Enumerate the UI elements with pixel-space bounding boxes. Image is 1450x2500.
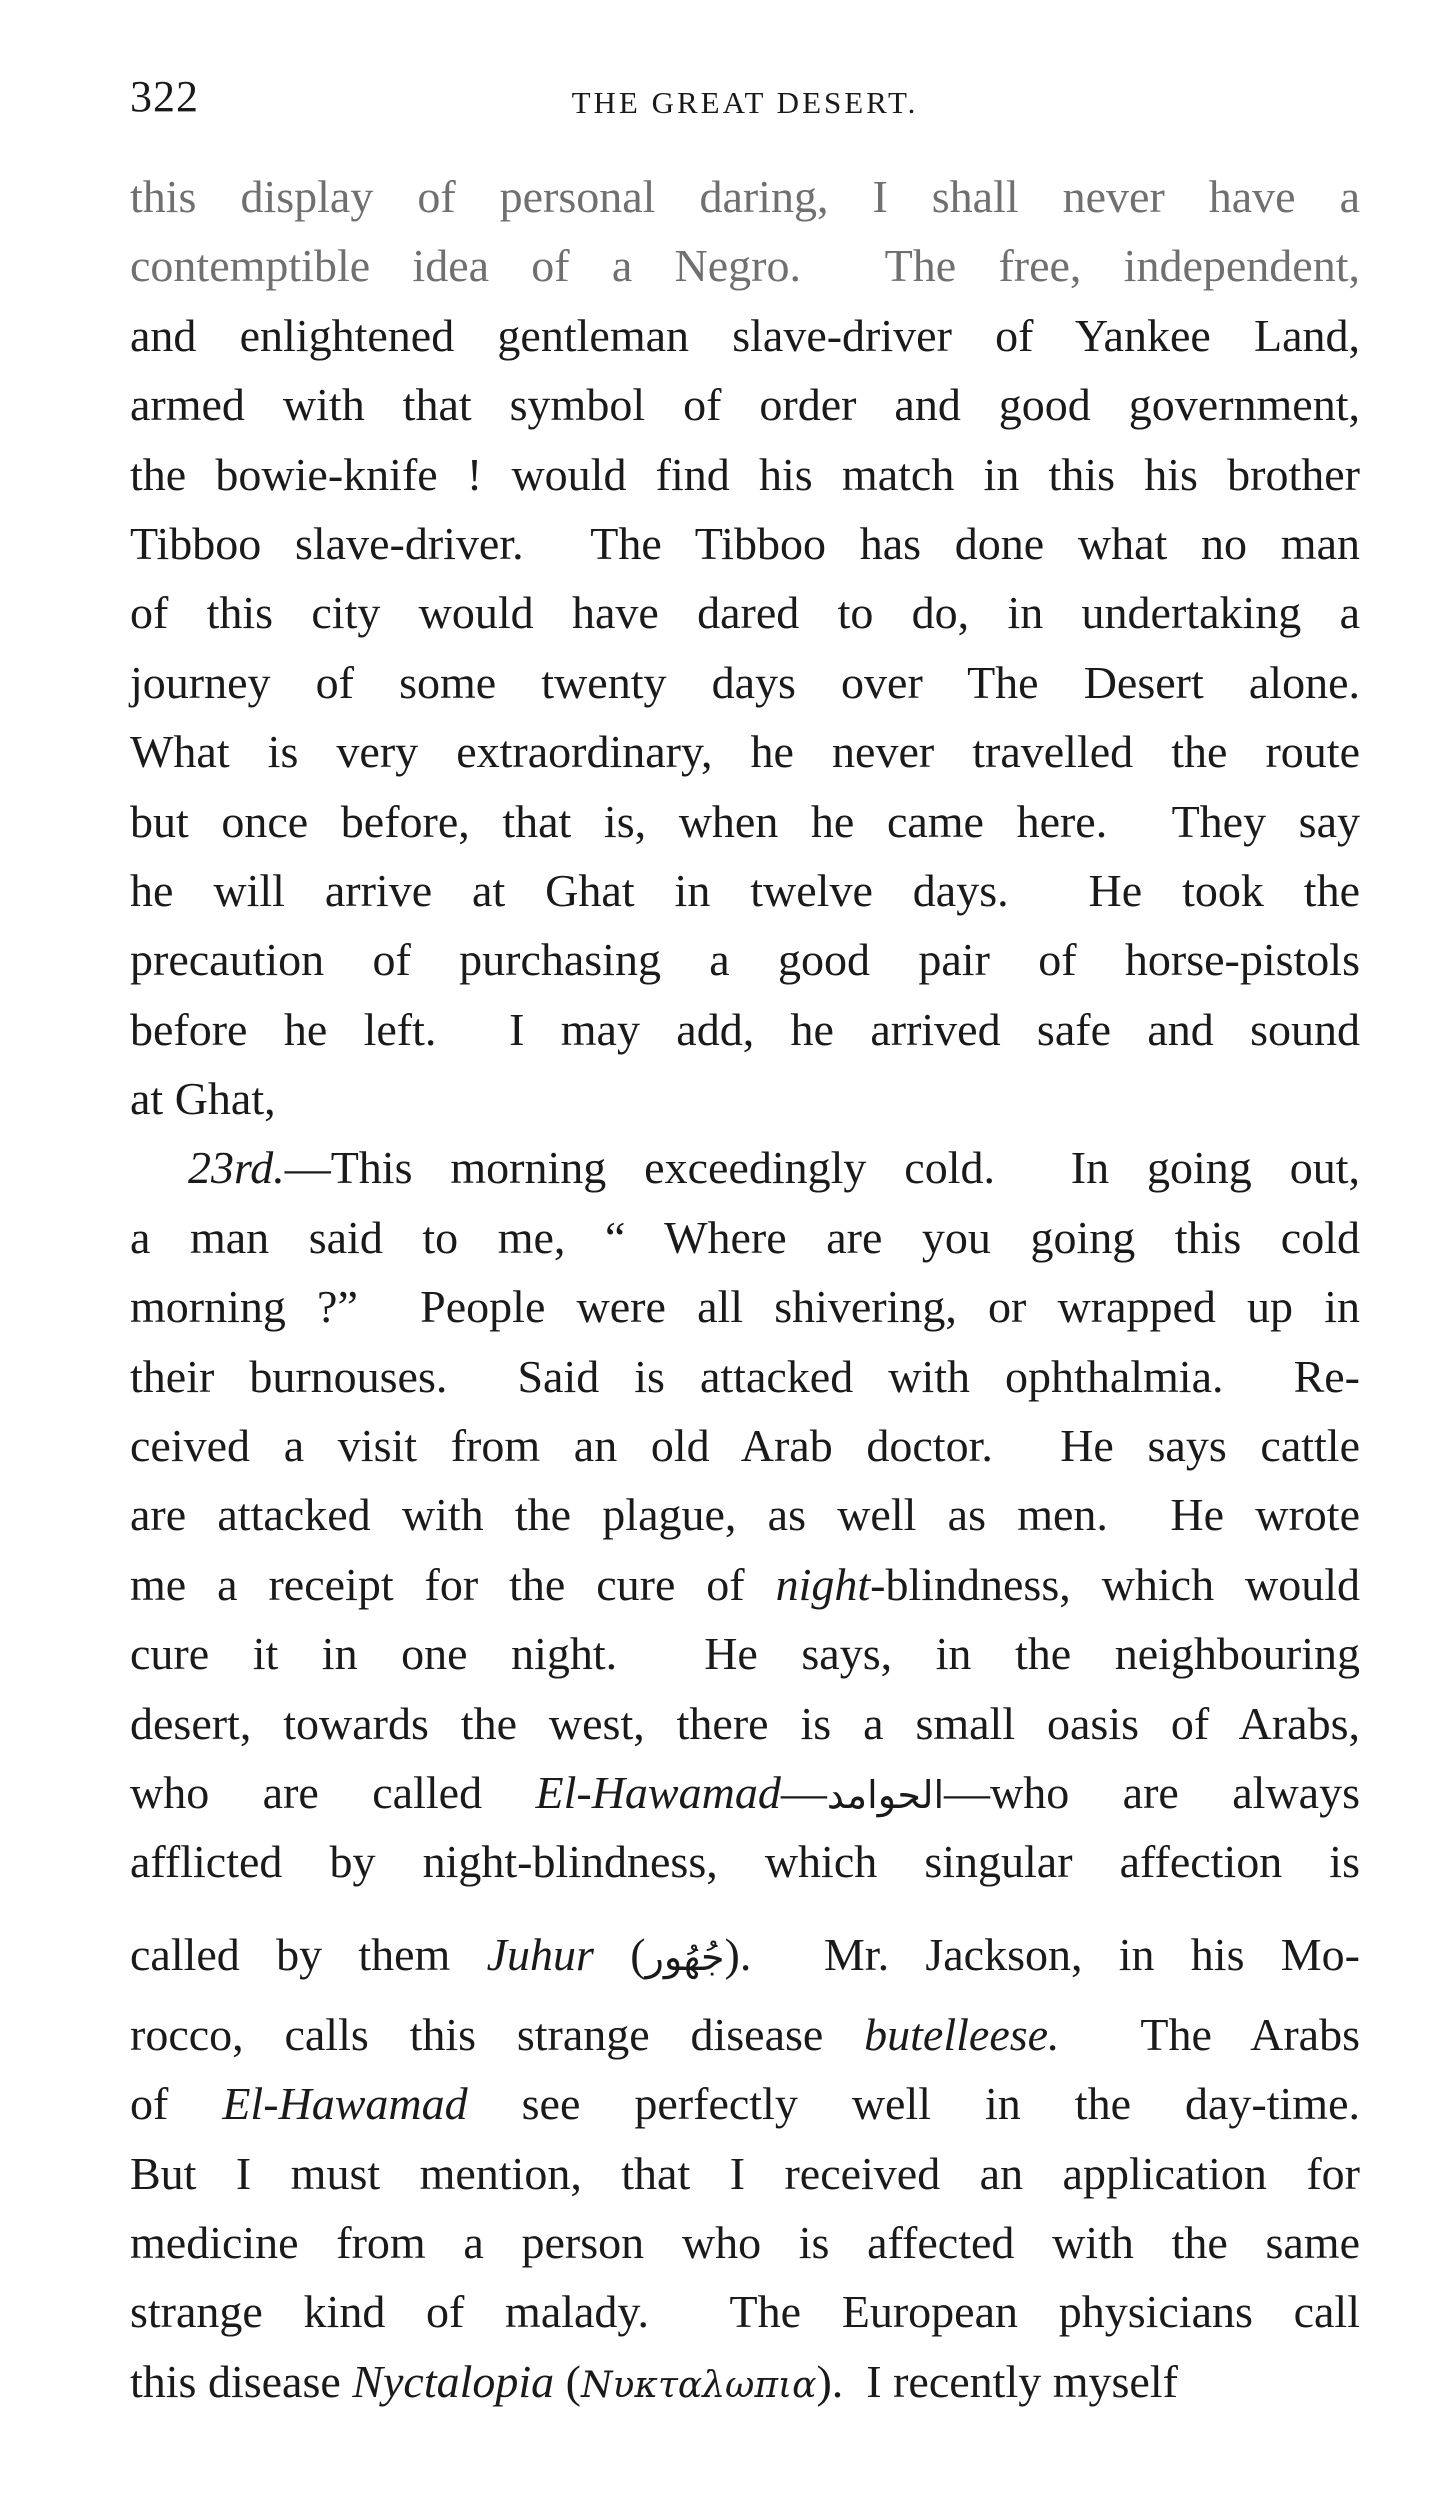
- text-run: The Arabs: [1059, 2008, 1360, 2060]
- text-line: [130, 925, 1360, 994]
- running-title: THE GREAT DESERT.: [571, 85, 919, 120]
- text-run: (: [554, 2355, 581, 2407]
- text-line: [130, 1897, 1360, 2000]
- text-line: [130, 1272, 1360, 1341]
- text-line: [130, 162, 1360, 231]
- text-run: of this city would have dared to do, in undertaking a: [130, 587, 1360, 639]
- text-run: he will arrive at Ghat in twelve days. He took the: [130, 864, 1360, 916]
- text-run: and enlightened gentleman slave-driver of Yankee Land,: [130, 309, 1360, 361]
- italic-text: Nyctalopia: [352, 2355, 555, 2407]
- text-run: desert, towards the west, there is a small oasis of Arabs,: [130, 1697, 1360, 1749]
- text-run: ceived a visit from an old Arab doctor. He says cattle: [130, 1420, 1360, 1472]
- text-run: are attacked with the plague, as well as men. He wrote: [130, 1489, 1360, 1541]
- text-run: -blindness, which would: [870, 1558, 1360, 1610]
- text-line: [130, 301, 1360, 370]
- text-run: armed with that symbol of order and good government,: [130, 379, 1360, 431]
- text-line: [130, 509, 1360, 578]
- text-line: [130, 2069, 1360, 2138]
- text-line: [130, 1550, 1360, 1619]
- text-run: a man said to me, “ Where are you going this cold: [130, 1211, 1360, 1263]
- text-run: rocco, calls this strange disease: [130, 2008, 865, 2060]
- text-run: called by them: [130, 1928, 487, 1980]
- text-run: cure it in one night. He says, in the neighbouring: [130, 1628, 1360, 1680]
- text-run: before he left. I may add, he arrived safe and sound: [130, 1003, 1360, 1055]
- text-run: who are called: [130, 1766, 536, 1818]
- text-run: —This morning exceedingly cold. In going out,: [284, 1142, 1360, 1194]
- body-text: [130, 162, 1360, 2416]
- text-run: at Ghat,: [130, 1073, 276, 1125]
- text-line: [130, 1133, 1360, 1202]
- text-run: ). I recently myself: [816, 2355, 1178, 2407]
- text-line: [130, 787, 1360, 856]
- text-line: [130, 2000, 1360, 2069]
- text-line: [130, 2347, 1360, 2416]
- text-line: [130, 1758, 1360, 1827]
- text-run: What is very extraordinary, he never travelled the route: [130, 726, 1360, 778]
- text-line: [130, 1342, 1360, 1411]
- text-run: the bowie-knife ! would find his match in this his brother: [130, 448, 1360, 500]
- italic-text: El-Hawamad: [535, 1766, 781, 1818]
- italic-text: 23rd.: [188, 1142, 285, 1194]
- text-run: morning ?” People were all shivering, or wrapped up in: [130, 1281, 1360, 1333]
- text-run: me a receipt for the cure of: [130, 1558, 776, 1610]
- arabic-text: جُهُور: [645, 1934, 725, 1979]
- text-line: [130, 648, 1360, 717]
- text-line: [130, 578, 1360, 647]
- text-run: journey of some twenty days over The Desert alone.: [130, 656, 1360, 708]
- italic-text: night: [775, 1558, 871, 1610]
- text-run: this disease: [130, 2355, 353, 2407]
- text-line: [130, 856, 1360, 925]
- text-line: [130, 1480, 1360, 1549]
- text-run: (: [593, 1928, 646, 1980]
- text-run: of: [130, 2078, 223, 2130]
- text-run: but once before, that is, when he came here. They say: [130, 795, 1360, 847]
- text-run: But I must mention, that I received an application for: [130, 2147, 1360, 2199]
- text-run: afflicted by night-blindness, which singular affection is: [130, 1836, 1360, 1888]
- text-line: [130, 2277, 1360, 2346]
- text-line: [130, 1203, 1360, 1272]
- text-run: this display of personal daring, I shall never have a: [130, 171, 1360, 222]
- text-run: precaution of purchasing a good pair of horse-pistols: [130, 934, 1360, 986]
- italic-text: El-Hawamad: [222, 2078, 468, 2130]
- text-run: contemptible idea of a Negro. The free, independent,: [130, 240, 1360, 292]
- text-run: strange kind of malady. The European physicians call: [130, 2286, 1360, 2338]
- arabic-text: الحوامد: [826, 1772, 944, 1817]
- text-line: [130, 717, 1360, 786]
- greek-text: Νυκταλωπια: [580, 2364, 817, 2406]
- text-run: their burnouses. Said is attacked with ophthalmia. Re-: [130, 1350, 1360, 1402]
- text-run: —: [780, 1766, 827, 1818]
- text-run: see perfectly well in the day-time.: [467, 2078, 1360, 2130]
- text-line: [130, 2139, 1360, 2208]
- text-line: [130, 1827, 1360, 1896]
- text-line: [130, 995, 1360, 1064]
- text-run: ). Mr. Jackson, in his Mo-: [724, 1928, 1360, 1980]
- text-line: [130, 1064, 1360, 1133]
- text-line: [130, 231, 1360, 300]
- page-header: [130, 62, 1360, 132]
- page-number: 322: [130, 72, 199, 121]
- text-run: —who are always: [944, 1766, 1360, 1818]
- text-run: medicine from a person who is affected with the same: [130, 2216, 1360, 2268]
- italic-text: butelleese.: [864, 2008, 1060, 2060]
- italic-text: Juhur: [486, 1928, 594, 1980]
- text-line: [130, 1689, 1360, 1758]
- text-line: [130, 1411, 1360, 1480]
- text-line: [130, 370, 1360, 439]
- text-run: Tibboo slave-driver. The Tibboo has done what no man: [130, 517, 1360, 569]
- text-line: [130, 440, 1360, 509]
- text-line: [130, 2208, 1360, 2277]
- text-line: [130, 1619, 1360, 1688]
